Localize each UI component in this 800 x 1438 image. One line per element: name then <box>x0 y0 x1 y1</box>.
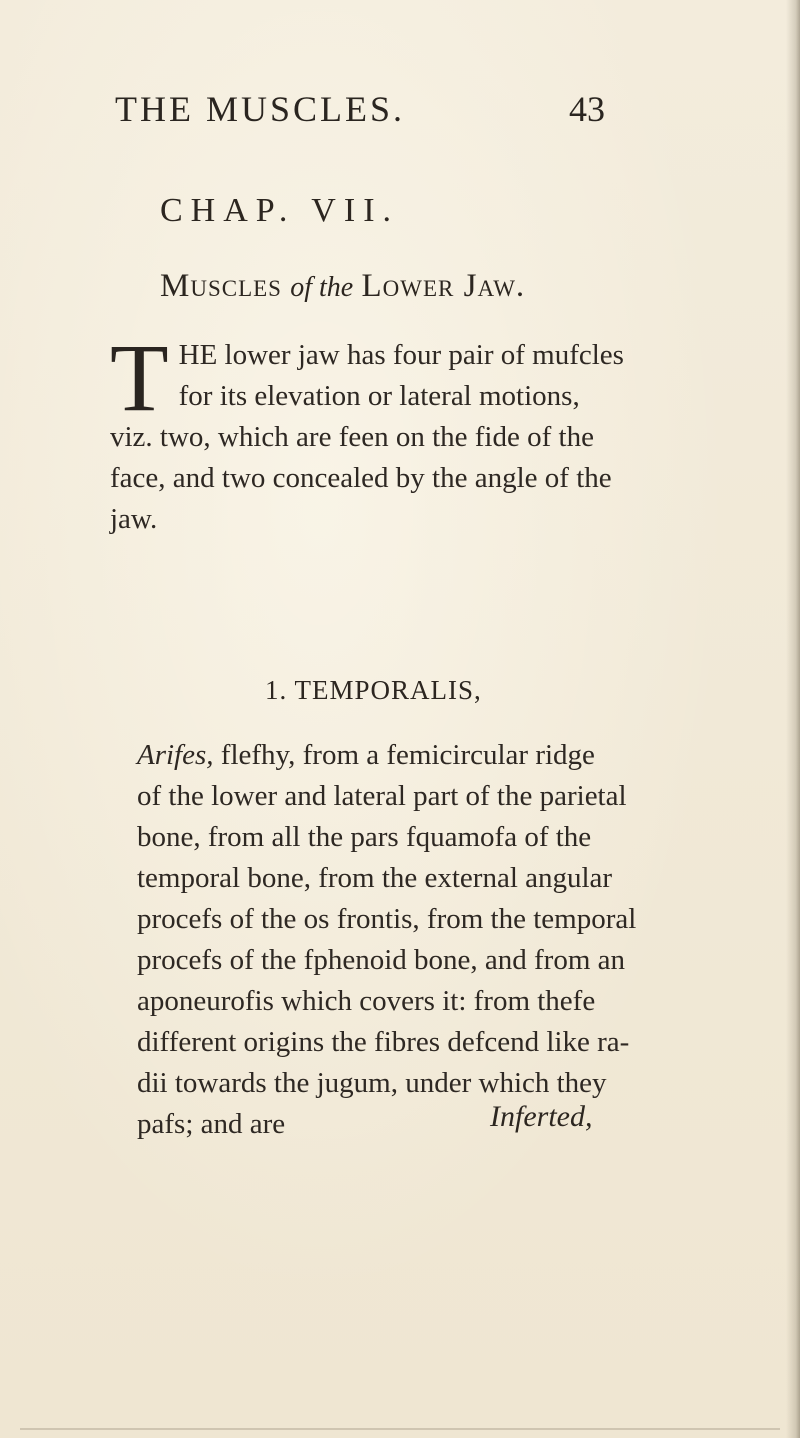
chapter-heading: CHAP. VII. <box>160 192 400 229</box>
intro-line-3: viz. two, which are feen on the fide of the <box>110 421 594 453</box>
intro-paragraph <box>110 324 624 540</box>
temporalis-heading: 1. TEMPORALIS, <box>265 675 482 705</box>
temporalis-paragraph <box>110 735 637 1145</box>
temporalis-line-6: procefs of the fphenoid bone, and from an <box>137 944 626 976</box>
temporalis-line-7: aponeurofis which covers it: from thefe <box>137 985 596 1017</box>
section-title-lower-jaw: Lower Jaw. <box>361 268 526 304</box>
catchword: Inferted, <box>490 1100 593 1133</box>
temporalis-line-10: pafs; and are <box>137 1108 286 1140</box>
page-number: 43 <box>569 89 605 129</box>
running-title: THE MUSCLES. <box>115 89 406 129</box>
temporalis-line-2: of the lower and lateral part of the parietal <box>137 780 627 812</box>
bottom-edge <box>20 1428 780 1430</box>
intro-line-1: HE lower jaw has four pair of mufcles <box>178 339 624 371</box>
temporalis-line-8: different origins the fibres defcend like ra- <box>137 1026 630 1058</box>
section-title-of-the: of the <box>290 272 354 303</box>
temporalis-line-3: bone, from all the pars fquamofa of the <box>137 821 592 853</box>
arises-lead: Arifes, <box>137 739 214 771</box>
section-title-muscles: Muscles <box>160 268 282 304</box>
temporalis-line-1-text: flefhy, from a femicircular ridge <box>213 739 595 771</box>
temporalis-line-1 <box>110 735 610 776</box>
temporalis-line-5: procefs of the os frontis, from the temporal <box>137 903 637 935</box>
temporalis-line-9: dii towards the jugum, under which they <box>137 1067 607 1099</box>
intro-line-4: face, and two concealed by the angle of the <box>110 462 612 494</box>
temporalis-line-4: temporal bone, from the external angular <box>137 862 613 894</box>
page-edge-shadow <box>786 0 800 1438</box>
intro-line-5: jaw. <box>110 503 158 535</box>
running-head <box>115 88 605 128</box>
drop-cap: T <box>110 324 169 431</box>
section-title <box>160 268 640 305</box>
intro-line-2: for its elevation or lateral motions, <box>178 380 580 412</box>
